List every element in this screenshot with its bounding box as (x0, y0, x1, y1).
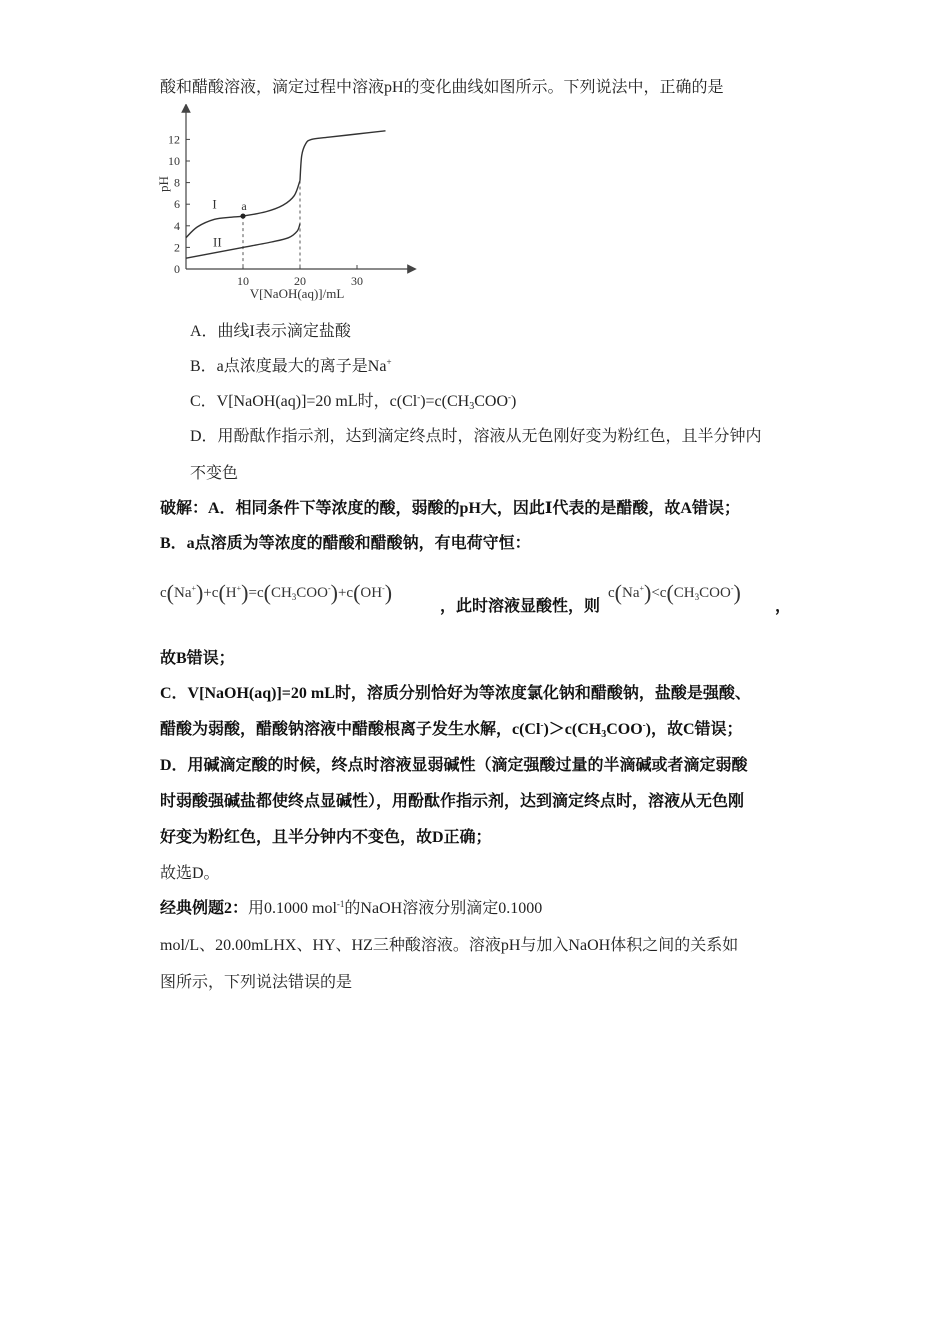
analysis-line-a: 破解：A．相同条件下等浓度的酸，弱酸的pH大，因此Ⅰ代表的是醋酸，故A错误； (160, 500, 740, 517)
analysis-line-b-end: 故B错误； (160, 650, 235, 667)
equation-connector-text: ，此时溶液显酸性，则 (440, 598, 601, 615)
example-line2: mol/L、20.00mLHX、HY、HZ三种酸溶液。溶液pH与加入NaOH体积之间的关系如 (160, 937, 739, 954)
option-c: C．V[NaOH(aq)]=20 mL时，$c(Cl^-)=c(CH_3COO^-)$ (190, 392, 517, 412)
example-line3: 图所示，下列说法错误的是 (160, 974, 353, 991)
series-line-shared (300, 131, 386, 181)
y-tick-label: 2 (174, 240, 180, 255)
equation-comma: ， (775, 598, 792, 615)
example-title-line: 经典例题2：用0.1000 mol$^{-1}$的NaOH溶液分别滴定0.1000 (160, 899, 543, 917)
y-tick-label: 12 (168, 132, 180, 147)
y-tick-label: 6 (174, 197, 180, 212)
origin-label: 0 (174, 262, 180, 276)
y-tick-label: 4 (174, 218, 180, 233)
analysis-line-d2: 时弱酸强碱盐都使终点显碱性），用酚酞作指示剂，达到滴定终点时，溶液从无色刚 (160, 793, 745, 810)
x-axis-label: V[NaOH(aq)]/mL (249, 286, 345, 301)
y-tick-label: 10 (168, 154, 180, 168)
series-label-i: I (212, 196, 217, 212)
analysis-line-c2: 醋酸为弱酸，醋酸钠溶液中醋酸根离子发生水解，$c(Cl^-)>c(CH_3COO^-)$，故C错误； (160, 720, 743, 740)
option-d-line2: 不变色 (190, 465, 239, 482)
point-a-label: a (241, 199, 247, 214)
x-tick-label: 30 (351, 274, 363, 288)
intro-line: 酸和醋酸溶液，滴定过程中溶液pH的变化曲线如图所示。下列说法中，正确的是 (160, 79, 724, 96)
y-tick-label: 8 (174, 175, 180, 190)
analysis-line-d3: 好变为粉红色，且半分钟内不变色，故D正确； (160, 829, 492, 846)
analysis-line-c1: C．V[NaOH(aq)]=20 mL时，溶质分别恰好为等浓度氯化钠和醋酸钠，盐酸是强酸、 (160, 685, 751, 702)
analysis-line-b: B．a点溶质为等浓度的醋酸和醋酸钠，有电荷守恒： (160, 535, 531, 552)
ion-comparison-formula: $c(Na^+)<c(CH_3COO^-)$ (608, 580, 741, 605)
titration-chart (150, 104, 430, 304)
x-tick-label: 10 (237, 274, 249, 288)
option-b: B．a点浓度最大的离子是Na+ (190, 357, 392, 375)
option-a: A．曲线I表示滴定盐酸 (190, 323, 351, 340)
analysis-line-d1: D．用碱滴定酸的时候，终点时溶液显弱碱性（滴定强酸过量的半滴碱或者滴定弱酸 (160, 757, 748, 774)
x-tick-label: 20 (294, 274, 306, 288)
y-axis-label: pH (156, 176, 171, 192)
option-d-line1: D．用酚酞作指示剂，达到滴定终点时，溶液从无色刚好变为粉红色，且半分钟内 (190, 428, 762, 445)
charge-balance-equation: $c(Na^+)+c(H^+)=c(CH_3COO^-)+c(OH^-)$ (160, 580, 393, 605)
point-a-marker (240, 213, 245, 218)
series-label-ii: II (213, 234, 222, 250)
answer-line: 故选D。 (160, 865, 220, 882)
